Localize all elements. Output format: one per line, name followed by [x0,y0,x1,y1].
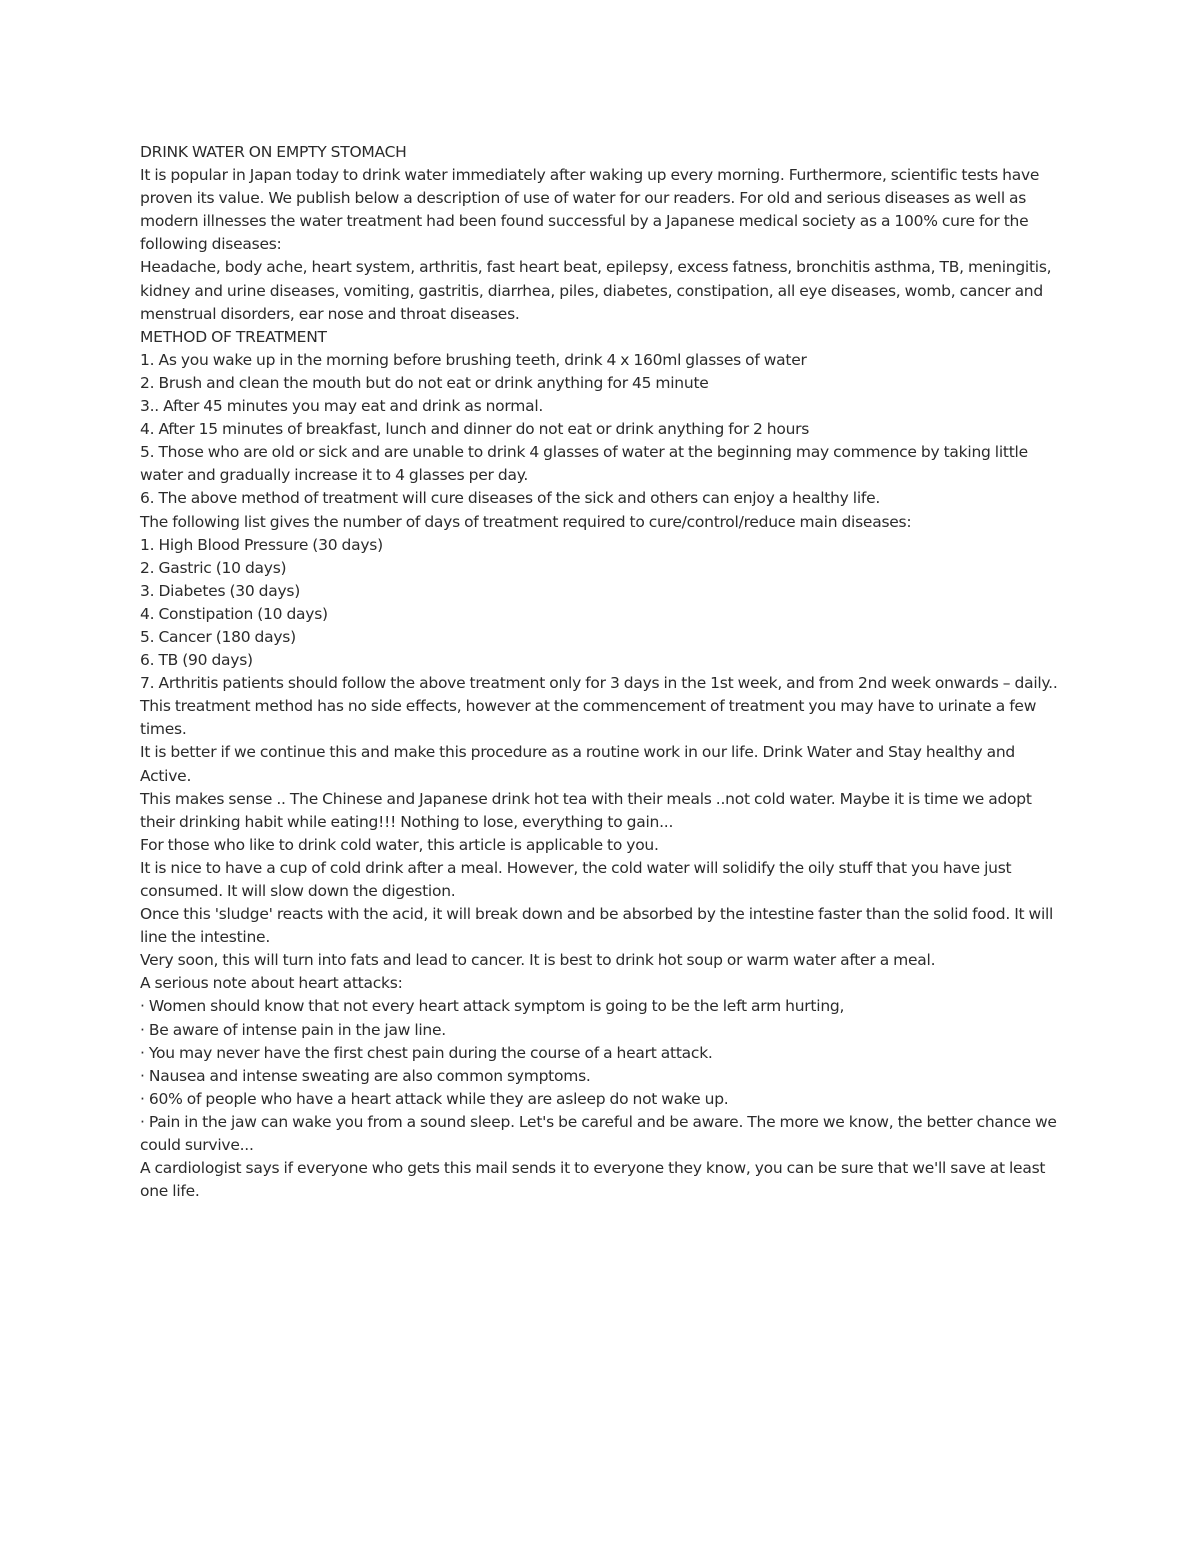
paragraph: 5. Those who are old or sick and are unable to drink 4 glasses of water at the beginning may commence by taking little water and gradually increase it to 4 glasses per day. [140,443,1028,485]
paragraph: This treatment method has no side effects, however at the commencement of treatment you may have to urinate a few times. [140,697,1037,739]
paragraph: · Nausea and intense sweating are also common symptoms. [140,1066,591,1085]
paragraph: 2. Brush and clean the mouth but do not eat or drink anything for 45 minute [140,373,709,392]
document-body [140,164,1070,1203]
paragraph: 3. Diabetes (30 days) [140,581,301,600]
paragraph: 2. Gastric (10 days) [140,558,287,577]
paragraph: 6. The above method of treatment will cure diseases of the sick and others can enjoy a healthy life. [140,489,881,508]
paragraph: Headache, body ache, heart system, arthritis, fast heart beat, epilepsy, excess fatness, bronchitis asthma, TB, meningitis, kidney and urine diseases, vomiting, gastritis, diarrhea, piles, diabetes, constipation, all eye diseases, womb, cancer and menstrual disorders, ear nose and throat diseases. [140,258,1052,323]
document-title: DRINK WATER ON EMPTY STOMACH [140,143,407,161]
paragraph: · Women should know that not every heart attack symptom is going to be the left arm hurting, [140,997,845,1016]
paragraph: 1. As you wake up in the morning before brushing teeth, drink 4 x 160ml glasses of water [140,350,807,369]
paragraph: This makes sense .. The Chinese and Japanese drink hot tea with their meals ..not cold water. Maybe it is time we adopt their drinking habit while eating!!! Nothing to lose, everything to gain... [140,789,1032,831]
paragraph: A serious note about heart attacks: [140,974,403,993]
paragraph: · Be aware of intense pain in the jaw line. [140,1020,446,1039]
paragraph: · 60% of people who have a heart attack while they are asleep do not wake up. [140,1089,729,1108]
paragraph: 1. High Blood Pressure (30 days) [140,535,383,554]
paragraph: · Pain in the jaw can wake you from a sound sleep. Let's be careful and be aware. The more we know, the better chance we could survive... [140,1112,1057,1155]
paragraph: 6. TB (90 days) [140,651,253,670]
paragraph: · You may never have the first chest pain during the course of a heart attack. [140,1043,713,1062]
paragraph: Very soon, this will turn into fats and lead to cancer. It is best to drink hot soup or warm water after a meal. [140,951,936,970]
paragraph: 5. Cancer (180 days) [140,627,296,646]
paragraph: Once this 'sludge' reacts with the acid, it will break down and be absorbed by the intestine faster than the solid food. It will line the intestine. [140,905,1054,947]
paragraph: 4. Constipation (10 days) [140,604,328,623]
paragraph: It is better if we continue this and make this procedure as a routine work in our life. Drink Water and Stay healthy and Active. [140,743,1015,785]
document-page [140,141,1070,1203]
paragraph: 7. Arthritis patients should follow the above treatment only for 3 days in the 1st week, and from 2nd week onwards – daily.. [140,674,1058,693]
paragraph: For those who like to drink cold water, this article is applicable to you. [140,835,659,854]
paragraph: It is popular in Japan today to drink water immediately after waking up every morning. Furthermore, scientific tests have proven its value. We publish below a description of use of water for our readers. For old and serious diseases as well as modern illnesses the water treatment had been found successful by a Japanese medical society as a 100% cure for the following diseases: [140,166,1040,254]
paragraph: METHOD OF TREATMENT [140,327,327,346]
paragraph: It is nice to have a cup of cold drink after a meal. However, the cold water will solidify the oily stuff that you have just consumed. It will slow down the digestion. [140,858,1012,900]
paragraph: The following list gives the number of days of treatment required to cure/control/reduce main diseases: [140,512,912,531]
paragraph: 3.. After 45 minutes you may eat and drink as normal. [140,397,544,416]
paragraph: 4. After 15 minutes of breakfast, lunch and dinner do not eat or drink anything for 2 hours [140,420,810,439]
paragraph: A cardiologist says if everyone who gets this mail sends it to everyone they know, you can be sure that we'll save at least one life. [140,1159,1046,1201]
